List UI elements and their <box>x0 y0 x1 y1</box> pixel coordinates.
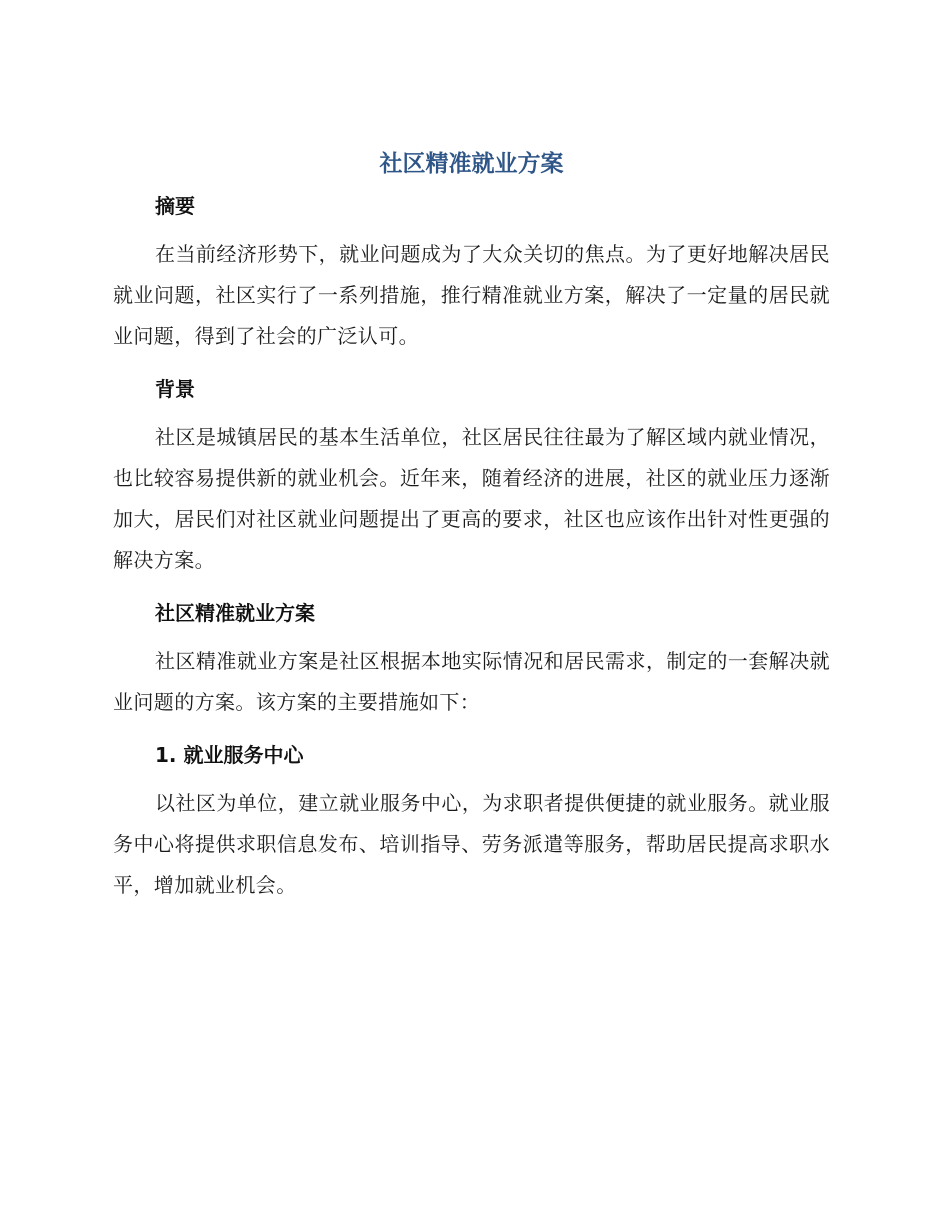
document-body <box>113 146 830 906</box>
section-heading-plan: 社区精准就业方案 <box>155 601 315 625</box>
section-paragraph-plan: 社区精准就业方案是社区根据本地实际情况和居民需求，制定的一套解决就业问题的方案。该方案的主要措施如下： <box>113 649 830 714</box>
section-paragraph-abstract: 在当前经济形势下，就业问题成为了大众关切的焦点。为了更好地解决居民就业问题，社区实行了一系列措施，推行精准就业方案，解决了一定量的居民就业问题，得到了社会的广泛认可。 <box>113 242 830 348</box>
document-title: 社区精准就业方案 <box>379 151 564 177</box>
section-paragraph-background: 社区是城镇居民的基本生活单位，社区居民往往最为了解区域内就业情况，也比较容易提供新的就业机会。近年来，随着经济的进展，社区的就业压力逐渐加大，居民们对社区就业问题提出了更高的要求，社区也应该作出针对性更强的解决方案。 <box>113 425 830 572</box>
section-paragraph-service-center: 以社区为单位，建立就业服务中心，为求职者提供便捷的就业服务。就业服务中心将提供求职信息发布、培训指导、劳务派遣等服务，帮助居民提高求职水平，增加就业机会。 <box>113 791 830 897</box>
section-heading-service-center: 1. 就业服务中心 <box>155 743 304 767</box>
section-heading-background: 背景 <box>155 377 195 401</box>
section-heading-abstract: 摘要 <box>155 194 195 218</box>
